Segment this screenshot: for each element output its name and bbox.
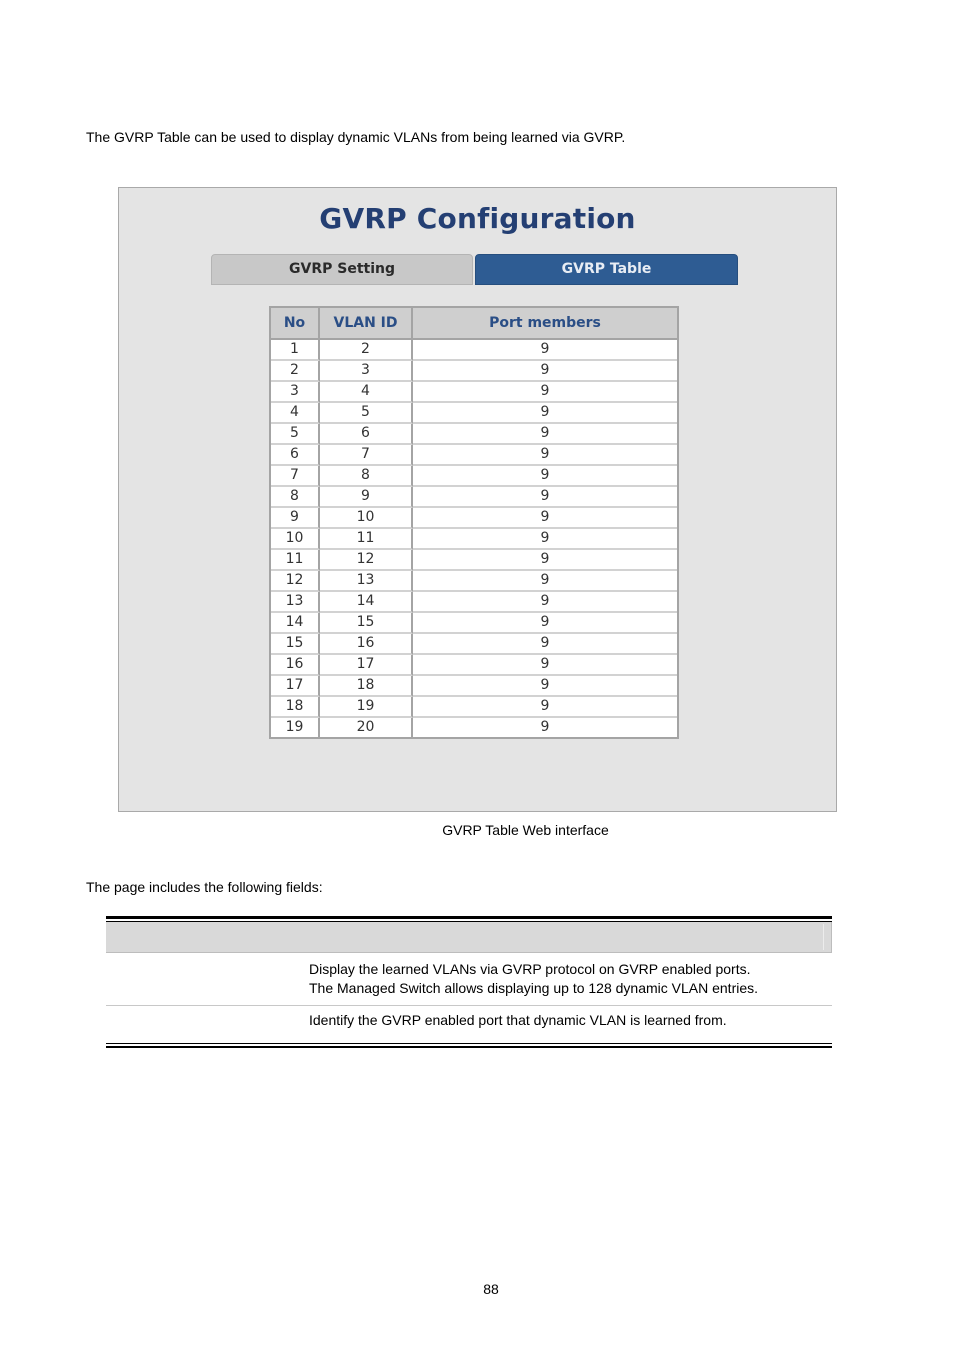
table-row bbox=[271, 718, 677, 737]
cell-port-members: 9 bbox=[413, 445, 677, 466]
cell-no: 9 bbox=[271, 508, 320, 529]
header-vlan-id: VLAN ID bbox=[320, 308, 413, 340]
field-description bbox=[309, 1007, 832, 1033]
tab-gvrp-table[interactable]: GVRP Table bbox=[475, 254, 738, 285]
table-row bbox=[271, 508, 677, 529]
cell-port-members: 9 bbox=[413, 424, 677, 445]
cell-port-members: 9 bbox=[413, 571, 677, 592]
cell-port-members: 9 bbox=[413, 340, 677, 361]
figure-caption: GVRP Table Web interface bbox=[442, 822, 609, 838]
table-row bbox=[271, 403, 677, 424]
table-row bbox=[271, 697, 677, 718]
cell-no: 4 bbox=[271, 403, 320, 424]
table-row bbox=[271, 340, 677, 361]
page-title: GVRP Configuration bbox=[319, 202, 636, 235]
page-number: 88 bbox=[483, 1281, 499, 1297]
cell-port-members: 9 bbox=[413, 697, 677, 718]
table-row bbox=[271, 529, 677, 550]
table-row bbox=[271, 466, 677, 487]
table-header-row bbox=[271, 308, 677, 340]
cell-no: 2 bbox=[271, 361, 320, 382]
table-row bbox=[271, 424, 677, 445]
cell-vlan-id: 6 bbox=[320, 424, 413, 445]
cell-vlan-id: 9 bbox=[320, 487, 413, 508]
cell-port-members: 9 bbox=[413, 487, 677, 508]
table-row bbox=[271, 634, 677, 655]
tab-gvrp-setting[interactable]: GVRP Setting bbox=[211, 254, 473, 285]
table-bottom-rule bbox=[106, 1046, 832, 1048]
table-row bbox=[271, 655, 677, 676]
fields-intro-text: The page includes the following fields: bbox=[86, 879, 323, 895]
gvrp-table bbox=[269, 306, 679, 739]
table-row bbox=[271, 571, 677, 592]
cell-vlan-id: 4 bbox=[320, 382, 413, 403]
cell-no: 16 bbox=[271, 655, 320, 676]
header-no: No bbox=[271, 308, 320, 340]
cell-no: 3 bbox=[271, 382, 320, 403]
fields-table-header bbox=[106, 922, 832, 953]
cell-no: 19 bbox=[271, 718, 320, 737]
table-row bbox=[271, 613, 677, 634]
table-row bbox=[271, 592, 677, 613]
table-row bbox=[271, 445, 677, 466]
cell-vlan-id: 5 bbox=[320, 403, 413, 424]
field-description-line: Display the learned VLANs via GVRP protocol on GVRP enabled ports. bbox=[309, 961, 751, 977]
cell-vlan-id: 11 bbox=[320, 529, 413, 550]
intro-text: The GVRP Table can be used to display dynamic VLANs from being learned via GVRP. bbox=[86, 129, 626, 145]
cell-no: 5 bbox=[271, 424, 320, 445]
header-port-members: Port members bbox=[413, 308, 677, 340]
table-row bbox=[271, 382, 677, 403]
cell-port-members: 9 bbox=[413, 466, 677, 487]
table-row bbox=[271, 550, 677, 571]
cell-vlan-id: 13 bbox=[320, 571, 413, 592]
table-row bbox=[271, 361, 677, 382]
field-row-port-members bbox=[106, 1006, 832, 1043]
cell-no: 18 bbox=[271, 697, 320, 718]
cell-vlan-id: 15 bbox=[320, 613, 413, 634]
field-description-line: The Managed Switch allows displaying up to 128 dynamic VLAN entries. bbox=[309, 980, 759, 996]
cell-no: 6 bbox=[271, 445, 320, 466]
cell-no: 13 bbox=[271, 592, 320, 613]
cell-vlan-id: 17 bbox=[320, 655, 413, 676]
cell-port-members: 9 bbox=[413, 550, 677, 571]
cell-vlan-id: 12 bbox=[320, 550, 413, 571]
cell-no: 14 bbox=[271, 613, 320, 634]
fields-table bbox=[106, 916, 832, 1048]
cell-port-members: 9 bbox=[413, 592, 677, 613]
gvrp-screenshot-panel bbox=[118, 187, 837, 812]
cell-port-members: 9 bbox=[413, 634, 677, 655]
cell-no: 17 bbox=[271, 676, 320, 697]
cell-vlan-id: 3 bbox=[320, 361, 413, 382]
cell-no: 11 bbox=[271, 550, 320, 571]
cell-port-members: 9 bbox=[413, 361, 677, 382]
cell-vlan-id: 18 bbox=[320, 676, 413, 697]
field-description-line: Identify the GVRP enabled port that dynamic VLAN is learned from. bbox=[309, 1012, 727, 1028]
cell-vlan-id: 20 bbox=[320, 718, 413, 737]
cell-no: 8 bbox=[271, 487, 320, 508]
cell-port-members: 9 bbox=[413, 382, 677, 403]
cell-vlan-id: 19 bbox=[320, 697, 413, 718]
table-row bbox=[271, 487, 677, 508]
cell-vlan-id: 10 bbox=[320, 508, 413, 529]
cell-vlan-id: 16 bbox=[320, 634, 413, 655]
cell-port-members: 9 bbox=[413, 655, 677, 676]
cell-port-members: 9 bbox=[413, 676, 677, 697]
field-description bbox=[309, 956, 832, 1001]
cell-port-members: 9 bbox=[540, 719, 550, 735]
cell-vlan-id: 8 bbox=[320, 466, 413, 487]
table-row bbox=[271, 676, 677, 697]
field-row-vlan-id bbox=[106, 953, 832, 1006]
cell-no: 1 bbox=[271, 340, 320, 361]
cell-port-members: 9 bbox=[413, 403, 677, 424]
cell-port-members: 9 bbox=[413, 508, 677, 529]
cell-no: 7 bbox=[271, 466, 320, 487]
cell-no: 10 bbox=[271, 529, 320, 550]
cell-port-members: 9 bbox=[413, 613, 677, 634]
cell-vlan-id: 2 bbox=[320, 340, 413, 361]
cell-port-members: 9 bbox=[413, 529, 677, 550]
cell-no: 12 bbox=[271, 571, 320, 592]
cell-no: 15 bbox=[271, 634, 320, 655]
cell-vlan-id: 7 bbox=[320, 445, 413, 466]
cell-vlan-id: 14 bbox=[320, 592, 413, 613]
table-body bbox=[271, 340, 677, 737]
